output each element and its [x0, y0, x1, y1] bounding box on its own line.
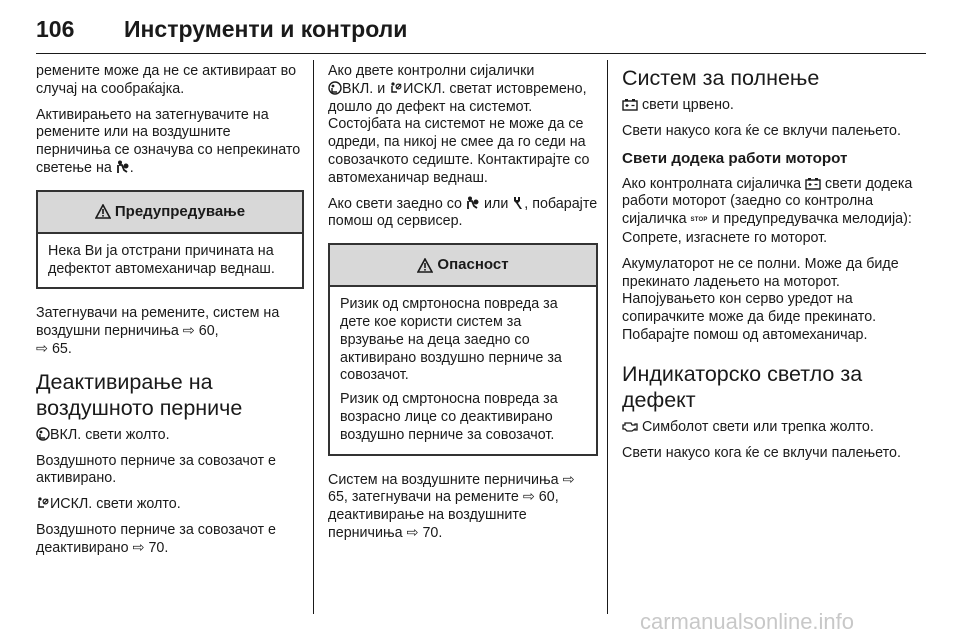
column-1 — [36, 63, 304, 566]
page-ref-icon: ⇨ — [132, 539, 145, 556]
battery-icon — [805, 177, 821, 190]
page-title: Инструменти и контроли — [124, 16, 408, 42]
paragraph: Воздушното перниче за совозачот е активирано. — [36, 452, 276, 487]
paragraph: Симболот свети или трепка жолто. — [622, 419, 918, 437]
engine-check-icon — [622, 420, 638, 433]
stop-warning-icon: STOP — [690, 217, 708, 224]
paragraph: ИСКЛ. свети жолто. — [36, 496, 304, 514]
paragraph: Затегнувачи на ремените, систем на воздушни перничиња ⇨ 60, ⇨ 65. — [36, 305, 280, 357]
battery-icon — [622, 98, 638, 111]
page-ref-icon: ⇨ — [182, 323, 195, 340]
page-ref-icon: ⇨ — [522, 489, 535, 506]
subsection-heading: Свети додека работи моторот — [622, 149, 848, 167]
danger-text: Ризик од смртоносна повреда за дете кое користи систем за врзување на деца заедно со активирано воздушно перниче за совозачот. — [340, 296, 562, 384]
service-wrench-icon — [512, 196, 524, 210]
paragraph: Свети накусо кога ќе се вклучи палењето. — [622, 444, 901, 461]
airbag-seatbelt-icon — [466, 196, 480, 210]
column-divider-1 — [313, 60, 314, 614]
column-3 — [622, 63, 918, 470]
page-ref-icon: ⇨ — [562, 471, 575, 488]
danger-header: Опасност — [330, 245, 596, 287]
warning-header: Предупредување — [38, 192, 302, 234]
paragraph: Активирањето на затегнувачите на ремените или на воздушните перничиња се означува со непрекинато светење на . — [36, 106, 301, 176]
page-ref-icon: ⇨ — [406, 524, 419, 541]
paragraph: Ако двете контролни сијалички ВКЛ. и ИСКЛ. светат истовремено, дошло до дефект на системот. Состојбата на системот не може да се одреди, па никој не смее да го седи на совозачкото седиште. Контактирајте со автомеханичар веднаш. — [328, 63, 590, 186]
paragraph: свети црвено. — [622, 97, 918, 115]
paragraph: ВКЛ. свети жолто. — [36, 427, 304, 445]
passenger-airbag-on-icon — [328, 81, 342, 95]
section-heading: Деактивирање на воздушното перниче — [36, 369, 243, 420]
passenger-airbag-off-icon — [36, 496, 50, 510]
warning-text: Нека Ви ја отстрани причината на дефектот автомеханичар веднаш. — [48, 242, 275, 277]
paragraph: Воздушното перниче за совозачот е деактивирано ⇨ 70. — [36, 521, 276, 556]
danger-text: Ризик од смртоносна повреда за возрасно лице со деактивирано воздушно перниче за совозачот. — [340, 391, 558, 443]
airbag-seatbelt-icon — [116, 160, 130, 174]
paragraph: Акумулаторот не се полни. Може да биде прекинато ладењето на моторот. Напојувањето кон серво уредот на сопирачките може да биде прекинато. Побарајте помош од автомеханичар. — [622, 255, 899, 343]
paragraph: ремените може да не се активираат во случај на сообраќајка. — [36, 63, 297, 97]
danger-box — [328, 243, 598, 455]
warning-box — [36, 190, 304, 290]
paragraph: Свети накусо кога ќе се вклучи палењето. — [622, 122, 901, 139]
paragraph: Систем на воздушните перничиња ⇨ 65, затегнувачи на ремените ⇨ 60, деактивирање на воздушните перничиња ⇨ 70. — [328, 471, 575, 541]
passenger-airbag-off-icon — [389, 81, 403, 95]
watermark: carmanualsonline.info — [640, 609, 855, 634]
paragraph: Ако свети заедно со или , побарајте помош од сервисер. — [328, 195, 598, 230]
section-heading: Систем за полнење — [622, 66, 820, 90]
column-2 — [328, 63, 598, 551]
passenger-airbag-on-icon — [36, 427, 50, 441]
header-rule — [36, 53, 926, 54]
paragraph: Ако контролната сијаличка свети додека работи моторот (заедно со контролна сијаличка STOP и предупредувачка мелодија): Сопрете, изгаснете го моторот. — [622, 175, 913, 246]
page-header — [36, 16, 926, 52]
column-divider-2 — [607, 60, 608, 614]
page-ref-icon: ⇨ — [36, 340, 48, 357]
section-heading: Индикаторско светло за дефект — [622, 361, 863, 412]
warning-triangle-icon — [95, 204, 111, 219]
page-number: 106 — [36, 16, 75, 42]
warning-triangle-icon — [417, 258, 433, 273]
